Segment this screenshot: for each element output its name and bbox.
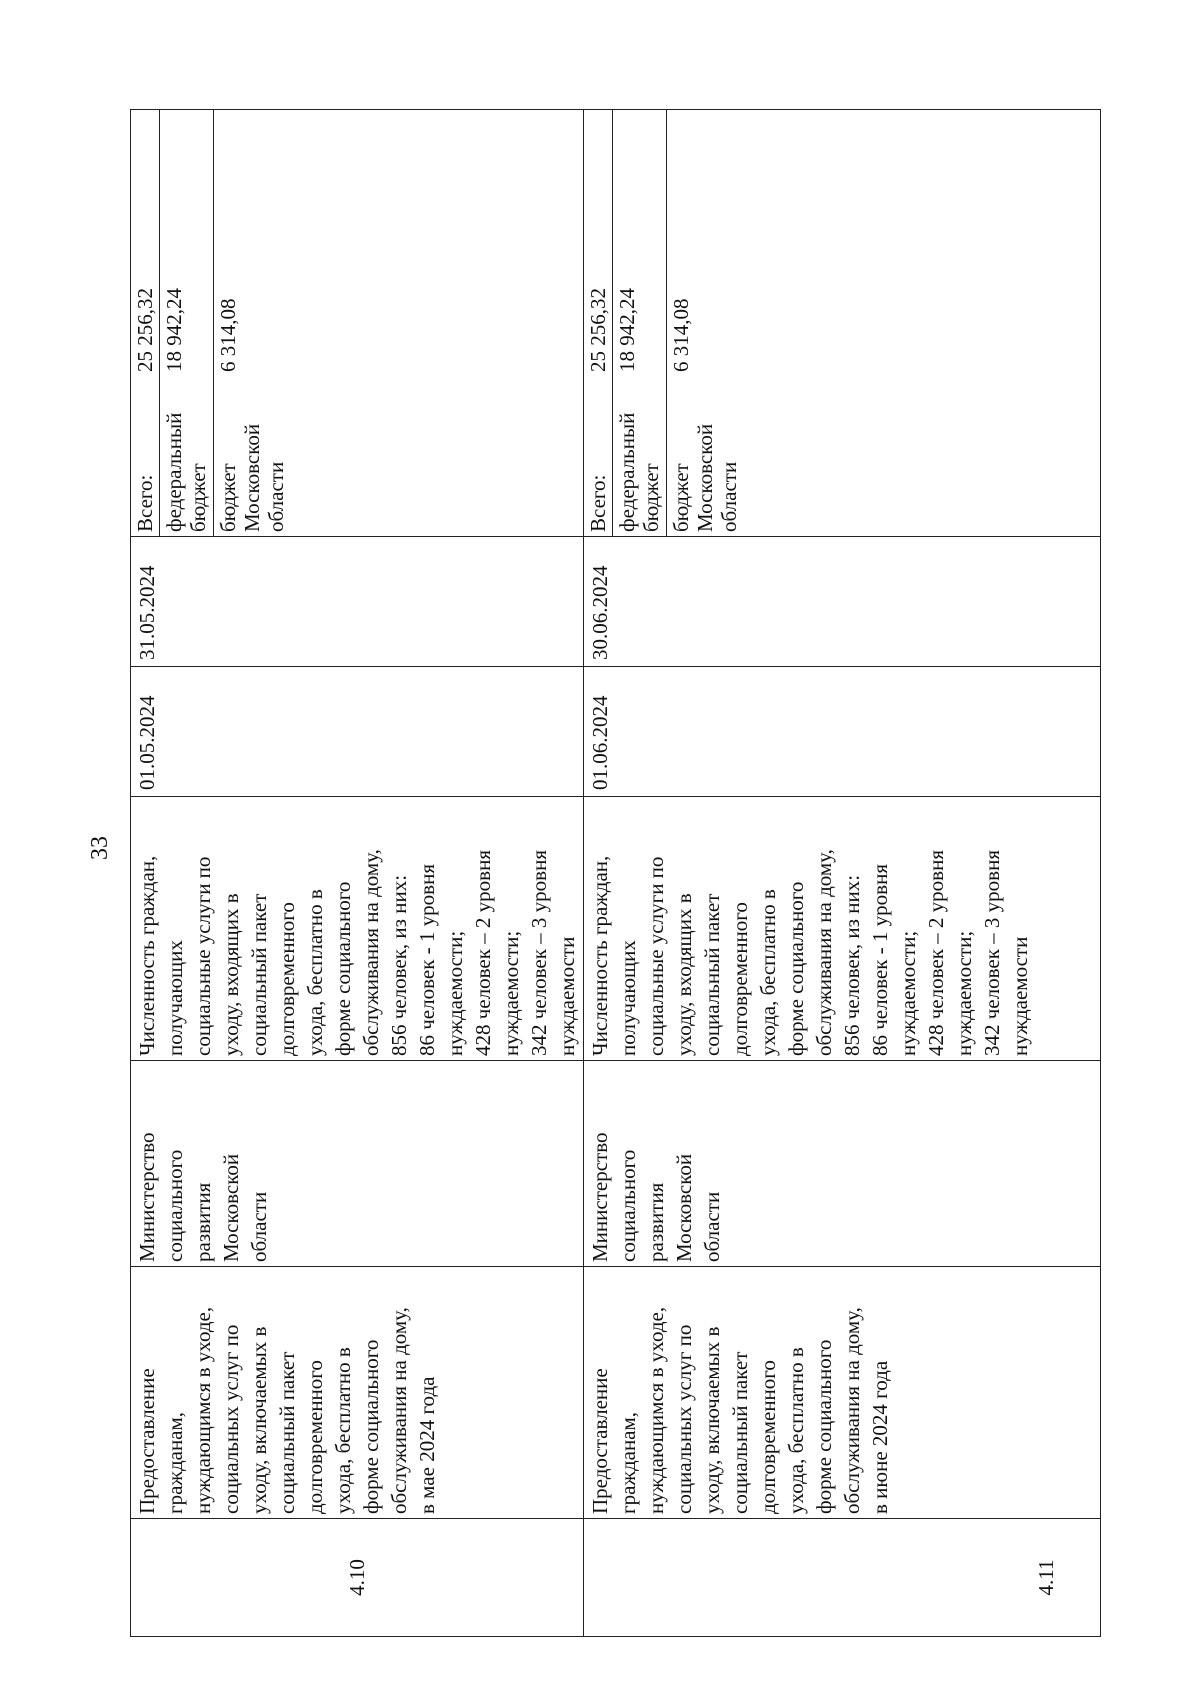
regional-amount: 6 314,08 [216,298,240,372]
financing-row-total [584,109,613,536]
start-date: 01.05.2024 [135,695,159,790]
federal-label: федеральный бюджет [160,376,214,536]
total-label: Всего: [584,376,613,536]
total-amount: 25 256,32 [584,109,613,376]
rotated-table-container [130,110,1060,1637]
total-amount: 25 256,32 [131,109,160,376]
end-date-cell [131,537,584,667]
result-cell [131,797,584,1061]
table-row [584,110,1101,1637]
regional-label: бюджет Московской области [669,423,741,532]
financing-row-federal [160,109,214,536]
event-cell [131,1267,584,1519]
event-cell [584,1267,1101,1519]
financing-table [131,109,583,536]
result-text: Численность граждан, получающих социальные услуги по уходу, входящих в социальный пакет долговременного ухода, бесплатно в форме социального обслуживания на дому, 856 человек, из них: 86 человек - 1 уровня нуждаемости; 428 человек – 2 уровня нуждаемости; 342 человек – 3 уровня нуждаемости [588,849,1032,1056]
row-number: 4.11 [1034,1559,1058,1596]
events-table [130,109,1101,1637]
financing-row-regional [214,109,584,536]
financing-row-total [131,109,160,536]
executor-cell [131,1061,584,1267]
federal-amount: 18 942,24 [160,109,214,376]
result-text: Численность граждан, получающих социальные услуги по уходу, входящих в социальный пакет долговременного ухода, бесплатно в форме социального обслуживания на дому, 856 человек, из них: 86 человек - 1 уровня нуждаемости; 428 человек – 2 уровня нуждаемости; 342 человек – 3 уровня нуждаемости [135,849,579,1056]
row-number-cell [584,1519,1101,1637]
executor-text: Министерство социального развития Московской области [135,1132,271,1262]
financing-cell [584,110,1101,537]
end-date: 31.05.2024 [135,565,159,660]
event-text: Предоставление гражданам, нуждающимся в уходе, социальных услуг по уходу, включаемых в социальный пакет долговременного ухода, бесплатно в форме социального обслуживания на дому, в июне 2024 года [588,1306,892,1514]
financing-row-regional [667,109,1101,536]
end-date-cell [584,537,1101,667]
end-date: 30.06.2024 [588,565,612,660]
financing-row-federal [613,109,667,536]
start-date-cell [131,667,584,797]
start-date-cell [584,667,1101,797]
start-date: 01.06.2024 [588,695,612,790]
total-label: Всего: [131,376,160,536]
financing-cell [131,110,584,537]
regional-amount: 6 314,08 [669,298,693,372]
federal-label: федеральный бюджет [613,376,667,536]
page-number: 33 [87,836,113,860]
event-text: Предоставление гражданам, нуждающимся в уходе, социальных услуг по уходу, включаемых в социальный пакет долговременного ухода, бесплатно в форме социального обслуживания на дому, в мае 2024 года [135,1306,439,1514]
table-row [131,110,584,1637]
row-number: 4.10 [345,1559,369,1596]
financing-table [584,109,1100,536]
federal-amount: 18 942,24 [613,109,667,376]
executor-text: Министерство социального развития Московской области [588,1132,724,1262]
regional-label: бюджет Московской области [216,423,288,532]
executor-cell [584,1061,1101,1267]
result-cell [584,797,1101,1061]
row-number-cell [131,1519,584,1637]
